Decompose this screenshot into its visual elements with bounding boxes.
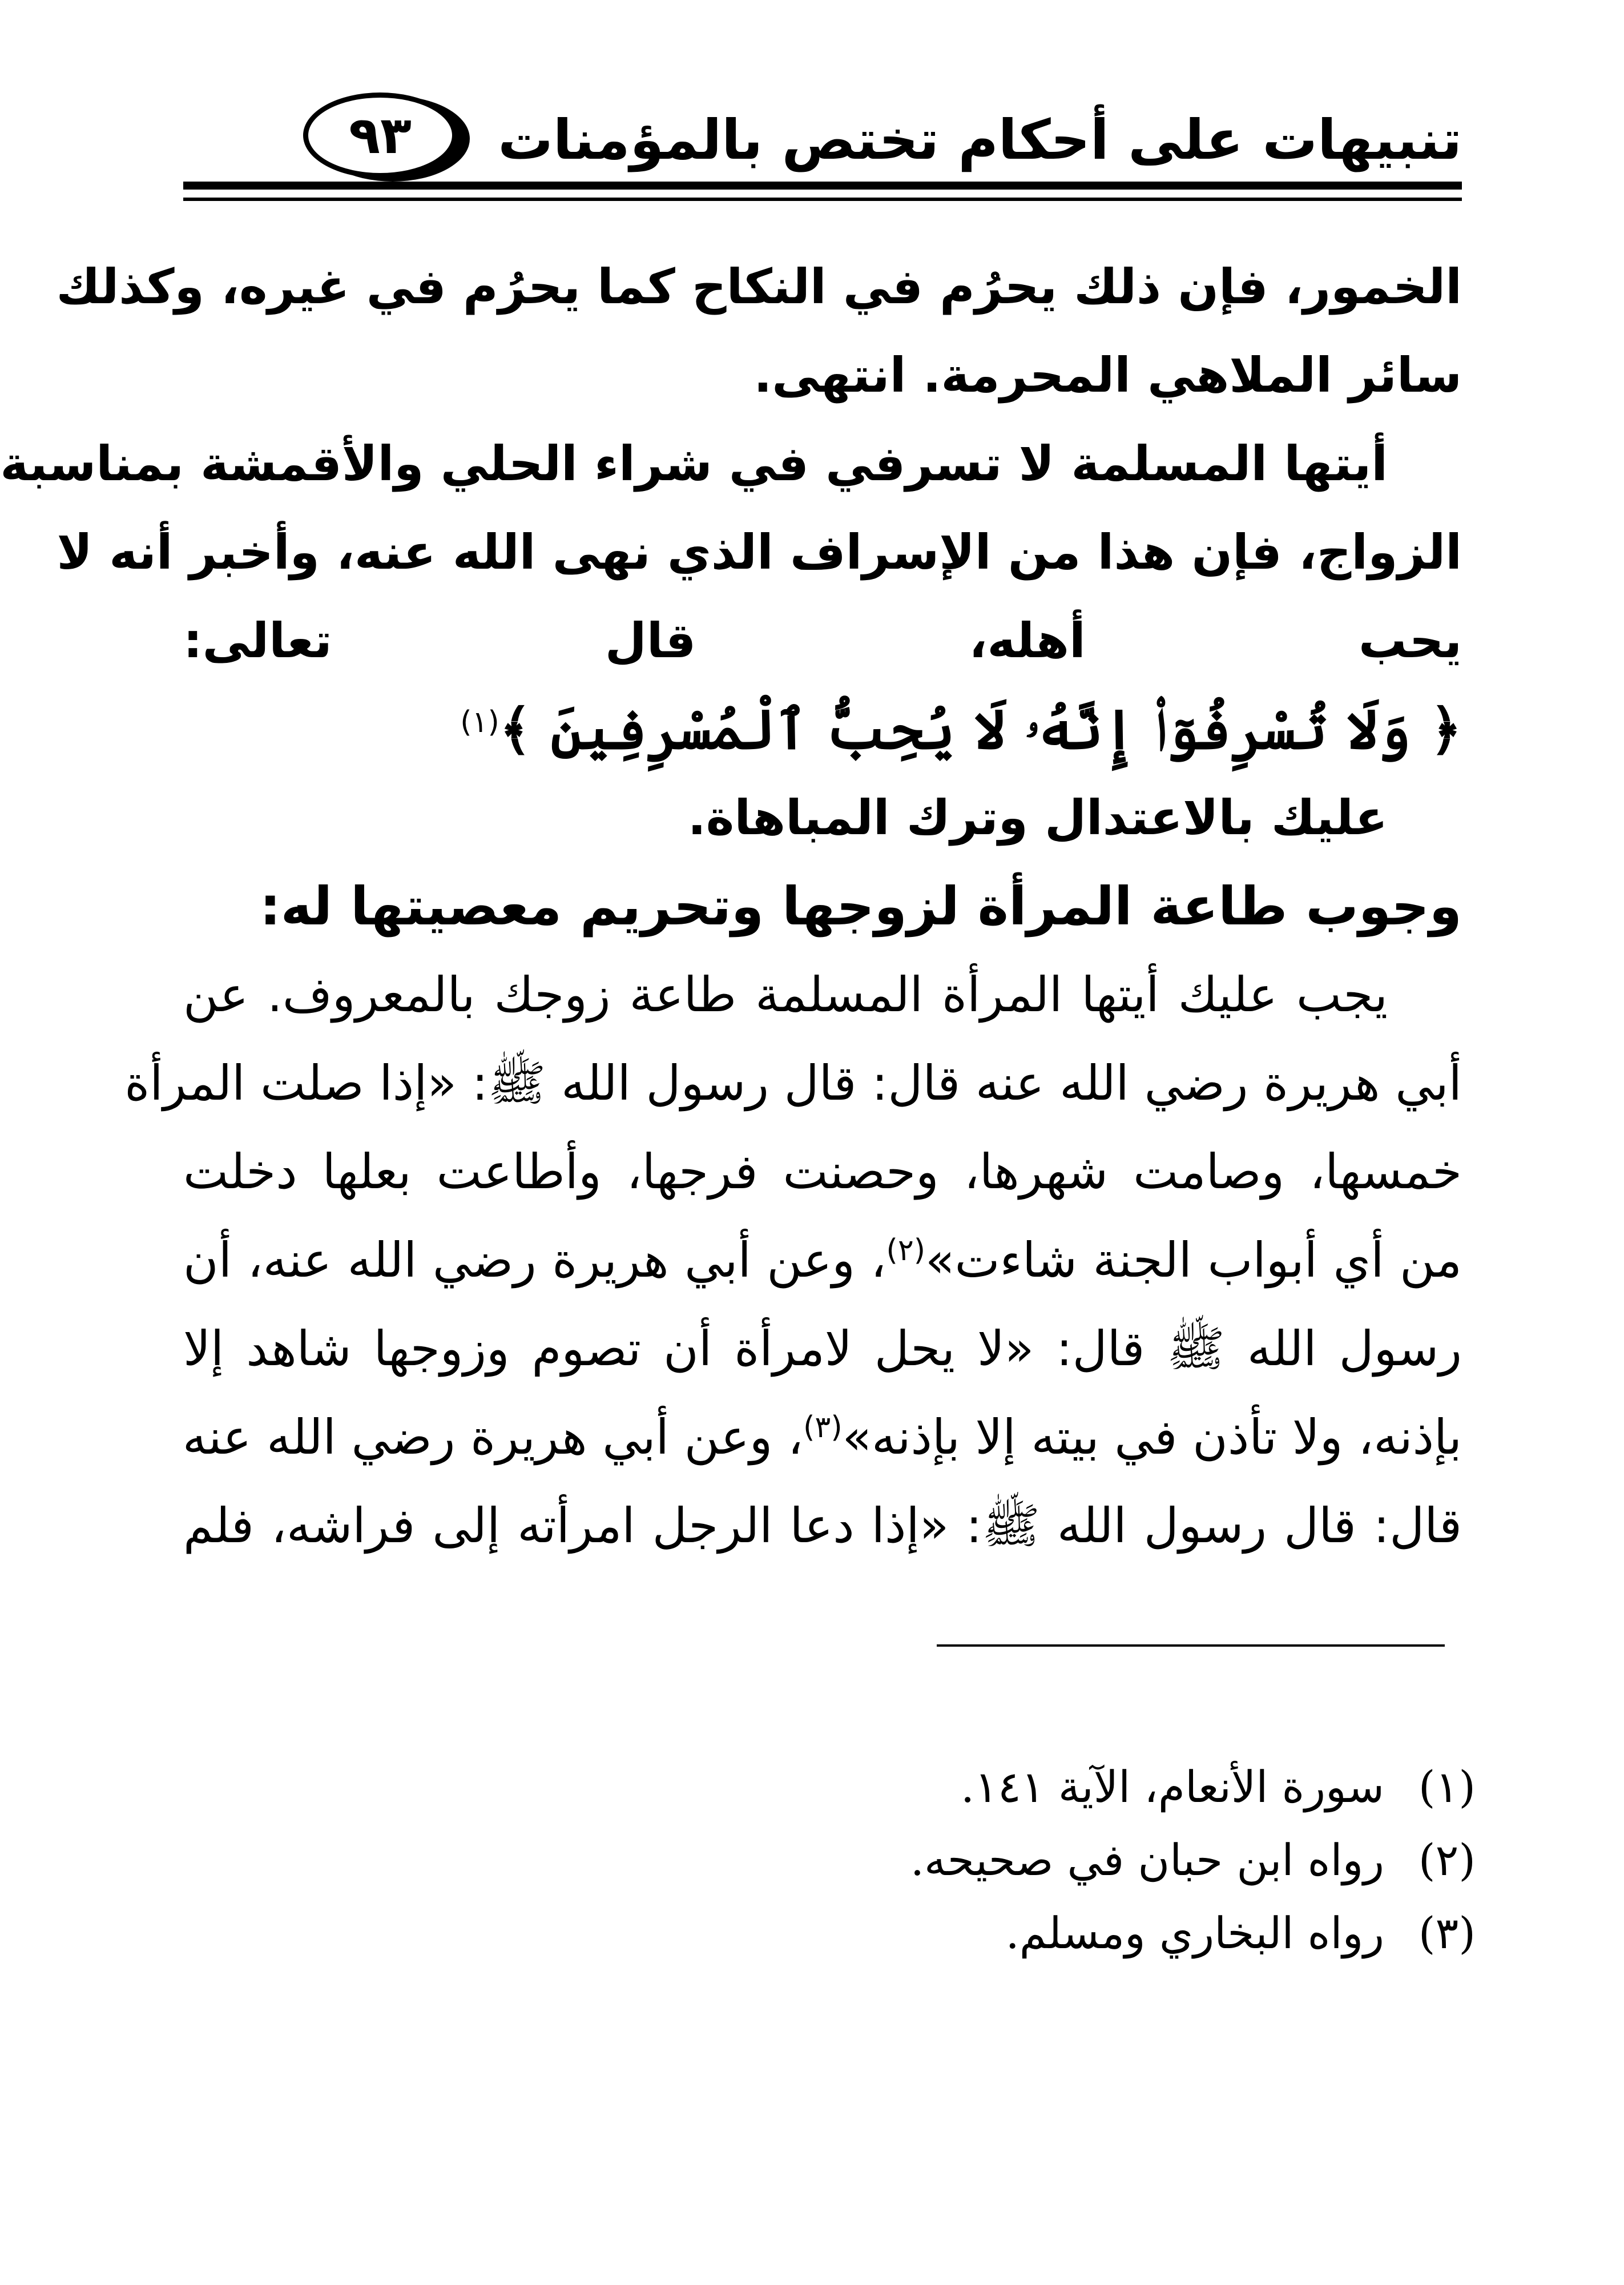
footnote-item [676, 1896, 1476, 1969]
quran-verse-line [183, 685, 1462, 774]
footnote-ref: (٣) [803, 1410, 843, 1445]
text-line: رسول الله ﷺ قال: «لا يحل لامرأة أن تصوم وزوجها شاهد إلا [183, 1321, 1462, 1377]
text-line: أبي هريرة رضي الله عنه قال: قال رسول الله ﷺ: «إذا صلت المرأة [124, 1055, 1462, 1111]
text-line [183, 1393, 1462, 1482]
text-line [183, 1216, 1462, 1305]
section-heading: وجوب طاعة المرأة لزوجها وتحريم معصيتها له: [259, 876, 1462, 937]
text-segment: ، وعن أبي هريرة رضي الله عنه [182, 1409, 804, 1465]
footnote-marker: (٢) [1418, 1834, 1476, 1885]
footnotes [676, 1750, 1476, 1969]
main-text [0, 243, 1462, 1570]
footnote-separator [937, 1644, 1445, 1647]
footnote-marker: (٣) [1418, 1907, 1476, 1958]
text-line: سائر الملاهي المحرمة. انتهى. [753, 347, 1462, 403]
text-segment: من أي أبواب الجنة شاءت» [925, 1232, 1462, 1288]
text-line: الزواج، فإن هذا من الإسراف الذي نهى الله عنه، وأخبر أنه لا [57, 524, 1462, 580]
text-line: خمسها، وصامت شهرها، وحصنت فرجها، وأطاعت بعلها دخلت [183, 1144, 1462, 1200]
footnote-text: سورة الأنعام، الآية ١٤١. [961, 1761, 1384, 1812]
running-title: تنبيهات على أحكام تختص بالمؤمنات [498, 108, 1462, 172]
text-line: الخمور، فإن ذلك يحرُم في النكاح كما يحرُم في غيره، وكذلك [56, 259, 1462, 315]
footnote-text: رواه ابن حبان في صحيحه. [910, 1834, 1384, 1885]
text-line: أيتها المسلمة لا تسرفي في شراء الحلي والأقمشة بمناسبة [0, 436, 1388, 492]
footnote-ref: (١) [460, 705, 499, 739]
page-number: ٩٣ [303, 92, 457, 178]
header-rule-thin [183, 198, 1462, 201]
text-line: يجب عليك أيتها المرأة المسلمة طاعة زوجك بالمعروف. عن [183, 967, 1388, 1023]
text-line: عليك بالاعتدال وترك المباهاة. [687, 790, 1388, 846]
footnote-item [676, 1823, 1476, 1896]
footnote-item [676, 1750, 1476, 1823]
footnote-text: رواه البخاري ومسلم. [1005, 1907, 1384, 1958]
text-line: قال: قال رسول الله ﷺ: «إذا دعا الرجل امرأته إلى فراشه، فلم [183, 1498, 1462, 1554]
footnote-marker: (١) [1418, 1761, 1476, 1812]
text-line: يحب أهله، قال تعالى: [183, 613, 1462, 669]
header-rule [183, 182, 1462, 190]
quran-verse: ﴿ وَلَا تُسْرِفُوٓا۟ إِنَّهُۥ لَا يُحِبُّ ٱلْمُسْرِفِينَ ﴾ [499, 697, 1462, 762]
text-segment: ، وعن أبي هريرة رضي الله عنه، أن [183, 1232, 886, 1288]
footnote-ref: (٢) [886, 1233, 926, 1268]
text-segment: بإذنه، ولا تأذن في بيته إلا بإذنه» [842, 1409, 1462, 1465]
